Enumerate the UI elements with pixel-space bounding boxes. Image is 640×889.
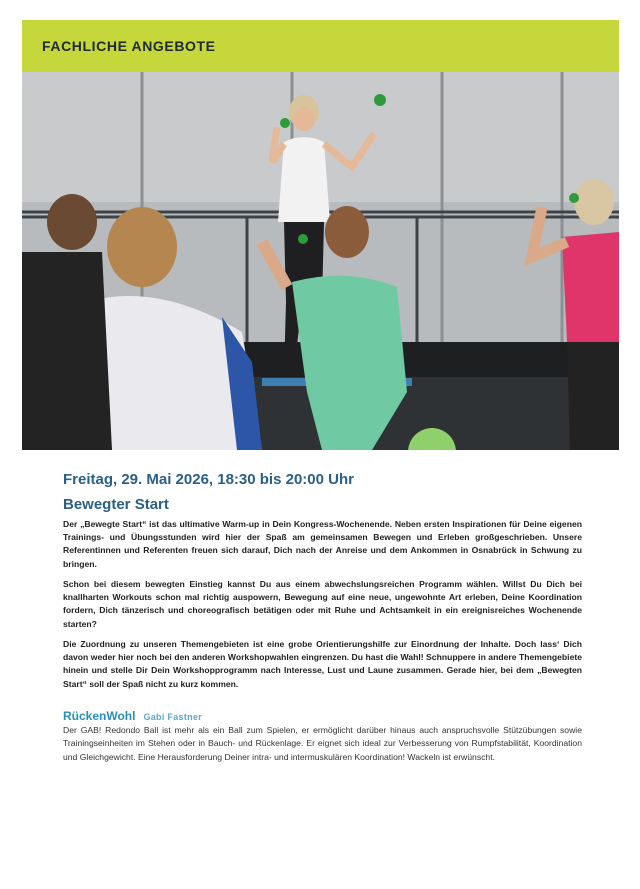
event-photo-illustration	[22, 72, 619, 450]
event-title: Bewegter Start	[63, 496, 169, 513]
event-paragraph-3: Die Zuordnung zu unseren Themengebieten ist eine grobe Orientierungshilfe zur Einordnung der Inhalte. Doch lass‘ Dich davon weder hier noch bei den anderen Workshopwahlen eingrenzen. Du hast die Wahl! Schnuppere in andere Themengebiete hinein und stelle Dir Dein Workshopprogramm nach Interesse, Lust und Laune zusammen. Gerade hier, bei dem „Bewegten Start“ soll der Spaß nicht zu kurz kommen.	[63, 639, 582, 689]
event-paragraph-2: Schon bei diesem bewegten Einstieg kannst Du aus einem abwechslungsreichen Programm wählen. Willst Du Dich bei knallharten Workouts schon mal richtig auspowern, Bewegung auf eine neue, ungewohnte Art erleben, Deine Koordination fordern, Dich tänzerisch und choreografisch betätigen oder mit Ruhe und Achtsamkeit in ein ereignisreiches Wochenende starten?	[63, 579, 582, 629]
event-paragraph-1: Der „Bewegte Start“ ist das ultimative Warm-up in Dein Kongress-Wochenende. Neben ersten Inspirationen für Deine eigenen Trainings- und Übungsstunden wird hier der Spaß am gemeinsamen Bewegen und Erleben großgeschrieben. Unsere Referentinnen und Referenten freuen sich darauf, Dich nach der Anreise und dem Ankommen in Osnabrück in Schwung zu bringen.	[63, 519, 582, 569]
event-datetime: Freitag, 29. Mai 2026, 18:30 bis 20:00 Uhr	[63, 471, 354, 488]
workshop-author: Gabi Fastner	[143, 712, 203, 722]
workshop-heading	[63, 709, 202, 723]
workshop-description: Der GAB! Redondo Ball ist mehr als ein Ball zum Spielen, er ermöglicht darüber hinaus auch anspruchsvolle Stützübungen sowie Trainingseinheiten im Stehen oder in Bauch- und Rückenlage. Er eignet sich ideal zur Verbesserung von Rumpfstabilität, Koordination und Gleichgewicht. Eine Herausforderung Deiner intra- und intermuskulären Koordination! Wackeln ist erwünscht.	[63, 725, 582, 762]
workshop-title: RückenWohl	[63, 709, 136, 723]
event-photo	[22, 72, 619, 450]
section-title: FACHLICHE ANGEBOTE	[42, 38, 216, 54]
